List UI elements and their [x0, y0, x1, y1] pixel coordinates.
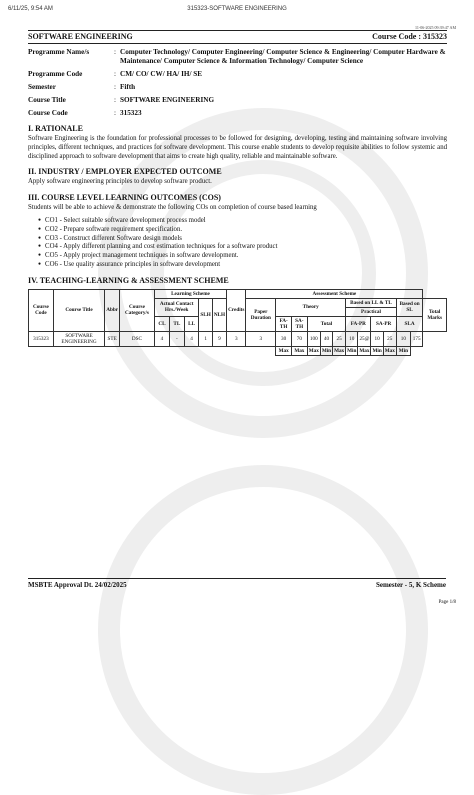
- scheme-heading: IV. TEACHING-LEARNING & ASSESSMENT SCHEME: [28, 275, 229, 285]
- semester-scheme: Semester - 5, K Scheme: [375, 581, 446, 589]
- programme-row: Semester : Fifth: [28, 83, 136, 91]
- cos-heading: III. COURSE LEVEL LEARNING OUTCOMES (COS): [28, 193, 221, 203]
- list-item: ● CO4 - Apply different planning and cost estimation techniques for a software product: [38, 243, 447, 252]
- list-item: ● CO5 - Apply project management techniques in software development.: [38, 252, 447, 261]
- list-item: ● CO6 - Use quality assurance principles in software development: [38, 261, 447, 270]
- list-item: ● CO3 - Construct different Software design models: [38, 235, 447, 244]
- print-stamp: 11-06-2025 09:39:47 AM: [415, 25, 456, 30]
- page-number: Page 1/8: [438, 600, 456, 605]
- table-row: 315323 SOFTWARE ENGINEERING STE DSC 4 - 4 1 9 3 3 30 70 100 40 25 10 25@ 10 25 10 175: [29, 331, 447, 346]
- browser-print-header: [8, 6, 466, 16]
- programme-info: [28, 48, 447, 118]
- scheme-table: Course Code Course Title Abbr Course Category/s Learning Scheme Credits Assessment Scheme Actual Contact Hrs./Week SLH NLH Paper Duration Theory Based on LL & TL Based on SL Total Marks Practical CL TL LL FA-TH SA-TH Total FA-PR SA-PR SLA 315323 SOFTWARE ENGINEERING STE DSC 4 - 4 1 9 3 3 30 70 100 40 25 10 25@ 10 25 10 175 Max Max Max Min Max Min Max Min Max Min: [28, 289, 447, 356]
- print-title: 315323-SOFTWARE ENGINEERING: [187, 6, 287, 12]
- list-item: ● CO2 - Prepare software requirement specification.: [38, 226, 447, 235]
- course-name: SOFTWARE ENGINEERING: [28, 32, 133, 41]
- cos-intro: Students will be able to achieve & demonstrate the following COs on completion of course based learning: [28, 204, 317, 212]
- document-page: [28, 30, 447, 356]
- course-code-header: Course Code : 315323: [372, 32, 447, 41]
- watermark-seal-bottom: [98, 465, 428, 795]
- table-row-header: Max Max Max Min Max Min Max Min Max Min: [29, 346, 447, 355]
- rationale-text: Software Engineering is the foundation for professional processes to be followed for designing, developing, testing and maintaining software involving principles, different techniques, and practices for software development. This course enable students to develop requisite abilities to follow systemic and disciplined approach to software development that aims to create high quality, reliable and maintainable software.: [28, 135, 447, 160]
- approval-date: MSBTE Approval Dt. 24/02/2025: [28, 581, 127, 589]
- list-item: ● CO1 - Select suitable software development process model: [38, 217, 447, 226]
- industry-text: Apply software engineering principles to develop software product.: [28, 178, 212, 186]
- page-footer: [28, 578, 446, 589]
- programme-row: Course Code : 315323: [28, 109, 142, 117]
- industry-heading: II. INDUSTRY / EMPLOYER EXPECTED OUTCOME: [28, 167, 222, 177]
- print-datetime: 6/11/25, 9:54 AM: [8, 6, 53, 12]
- course-header: [28, 30, 447, 44]
- rationale-heading: I. RATIONALE: [28, 124, 83, 133]
- cos-list: [38, 217, 447, 270]
- programme-row: Programme Name/s : Computer Technology/ Computer Engineering/ Computer Science & Engineering/ Computer Hardware & Maintenance/ Computer Science & Information Technology/ Computer Science: [28, 48, 446, 65]
- programme-row: Programme Code : CM/ CO/ CW/ HA/ IH/ SE: [28, 70, 203, 78]
- programme-row: Course Title : SOFTWARE ENGINEERING: [28, 96, 215, 104]
